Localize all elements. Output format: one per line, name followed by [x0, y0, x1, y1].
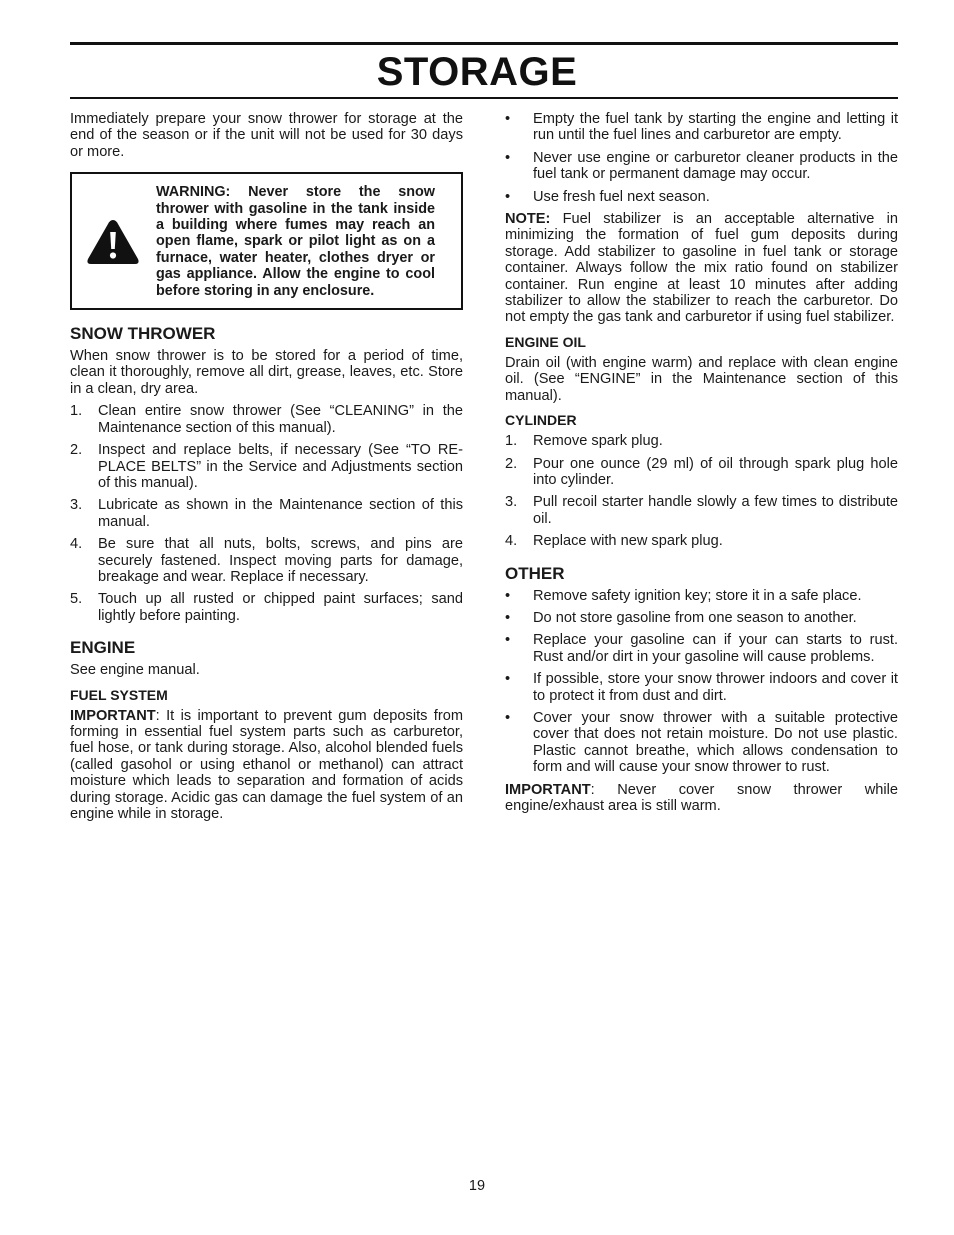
list-item	[70, 403, 463, 436]
list-item	[70, 536, 463, 585]
list-item	[505, 111, 898, 144]
title-rule-bottom	[70, 97, 898, 99]
step-number: 4.	[505, 533, 518, 550]
page-number: 19	[468, 1178, 486, 1194]
other-important-text: : Never cover snow thrower while engine/exhaust area is still warm.	[505, 781, 898, 814]
intro-paragraph: Immediately prepare your snow thrower for storage at the end of the season or if the unit will not be used for 30 days or more.	[70, 111, 463, 160]
list-item	[505, 494, 898, 527]
important-label: IMPORTANT	[505, 781, 591, 798]
title-rule-top	[70, 42, 898, 45]
right-column	[505, 111, 898, 820]
bullet-marker: •	[505, 632, 511, 649]
step-number: 5.	[70, 591, 83, 608]
warning-triangle-icon	[84, 217, 142, 267]
other-bullet-list	[505, 588, 898, 776]
bullet-text: Never use engine or carburetor cleaner products in the fuel tank or permanent damage may occur.	[533, 149, 898, 183]
warning-box	[70, 172, 463, 310]
cylinder-heading: CYLINDER	[505, 412, 577, 429]
step-number: 2.	[505, 455, 518, 472]
fuel-bullet-list	[505, 111, 898, 205]
bullet-text: Use fresh fuel next season.	[533, 188, 710, 205]
bullet-text: Cover your snow thrower with a suitable protective cover that does not retain moisture. Do not use plastic. Plastic cannot breathe, which allows condensation to form and will cause your snow thrower to rust.	[533, 709, 898, 776]
list-item	[70, 497, 463, 530]
list-item	[70, 591, 463, 624]
step-text: Inspect and replace belts, if necessary (See “TO RE-PLACE BELTS” in the Service and Adjustments section of this manual).	[98, 442, 463, 491]
list-item	[505, 533, 898, 549]
engine-heading: ENGINE	[70, 638, 136, 658]
list-item	[505, 710, 898, 776]
fuel-system-paragraph	[70, 708, 463, 823]
step-number: 4.	[70, 536, 83, 553]
list-item	[505, 189, 898, 205]
fuel-system-text: : It is important to prevent gum deposits from forming in essential fuel system parts such as carburetor, fuel hose, or tank during storage. Also, alcohol blended fuels (called gasohol or using ethanol or methanol) can attract moisture which leads to separation and formation of acids during storage. Acidic gas can damage the fuel system of an engine while in storage.	[70, 707, 463, 822]
step-number: 3.	[70, 497, 83, 514]
list-item	[505, 632, 898, 665]
snow-thrower-intro: When snow thrower is to be stored for a period of time, clean it thoroughly, remove all dirt, grease, leaves, etc. Store in a clean, dry area.	[70, 348, 463, 397]
step-text: Replace with new spark plug.	[533, 533, 723, 550]
step-text: Remove spark plug.	[533, 433, 663, 450]
bullet-marker: •	[505, 111, 511, 127]
step-number: 1.	[505, 433, 518, 450]
bullet-text: Replace your gasoline can if your can starts to rust. Rust and/or dirt in your gasoline will cause problems.	[533, 632, 898, 665]
step-text: Clean entire snow thrower (See “CLEANING” in the Maintenance section of this manual).	[98, 403, 463, 436]
fuel-system-heading: FUEL SYSTEM	[70, 686, 168, 703]
note-label: NOTE:	[505, 211, 551, 228]
step-number: 2.	[70, 442, 83, 459]
bullet-marker: •	[505, 709, 511, 726]
list-item	[505, 671, 898, 704]
important-label: IMPORTANT	[70, 707, 156, 724]
bullet-marker: •	[505, 149, 511, 166]
bullet-text: Empty the fuel tank by starting the engine and letting it run until the fuel lines and carburetor are empty.	[533, 111, 898, 144]
engine-text: See engine manual.	[70, 662, 200, 679]
page-title: STORAGE	[376, 50, 578, 94]
bullet-text: Remove safety ignition key; store it in a safe place.	[533, 587, 862, 604]
engine-oil-text: Drain oil (with engine warm) and replace with clean engine oil. (See “ENGINE” in the Maintenance section of this manual).	[505, 354, 898, 404]
step-text: Pull recoil starter handle slowly a few times to distribute oil.	[533, 494, 898, 527]
step-text: Lubricate as shown in the Maintenance section of this manual.	[98, 497, 463, 530]
list-item	[505, 588, 898, 604]
snow-thrower-heading: SNOW THROWER	[70, 324, 216, 344]
bullet-marker: •	[505, 587, 511, 604]
bullet-text: If possible, store your snow thrower indoors and cover it to protect it from dust and dirt.	[533, 671, 898, 704]
left-column	[70, 111, 463, 828]
list-item	[505, 610, 898, 626]
other-heading: OTHER	[505, 563, 565, 583]
step-number: 1.	[70, 403, 83, 420]
engine-oil-heading: ENGINE OIL	[505, 333, 586, 350]
step-text: Be sure that all nuts, bolts, screws, and pins are securely fastened. Inspect moving parts for damage, breakage and wear. Replace if necessary.	[98, 536, 463, 585]
bullet-text: Do not store gasoline from one season to another.	[533, 609, 857, 626]
list-item	[70, 442, 463, 491]
list-item	[505, 150, 898, 183]
other-important-paragraph	[505, 782, 898, 815]
bullet-marker: •	[505, 609, 511, 626]
warning-text: WARNING: Never store the snow thrower with gasoline in the tank inside a building where fumes may reach an open flame, spark or pilot light as on a furnace, water heater, clothes dryer or gas appliance. Allow the engine to cool before storing in any enclosure.	[156, 184, 435, 299]
step-text: Touch up all rusted or chipped paint surfaces; sand lightly before painting.	[98, 591, 463, 624]
snow-thrower-steps	[70, 403, 463, 624]
step-number: 3.	[505, 494, 518, 511]
cylinder-steps	[505, 433, 898, 549]
note-paragraph	[505, 211, 898, 326]
list-item	[505, 433, 898, 449]
step-text: Pour one ounce (29 ml) of oil through spark plug hole into cylinder.	[533, 455, 898, 488]
note-text: Fuel stabilizer is an acceptable alternative in minimizing the formation of fuel gum deposits during storage. Add stabilizer to gasoline in fuel tank or storage container. Always follow the mix ratio found on stabilizer container. Run engine at least 10 minutes after adding stabilizer to allow the stabilizer to reach the carburetor. Do not empty the gas tank and carburetor if using fuel stabilizer.	[505, 211, 898, 326]
bullet-marker: •	[505, 671, 511, 688]
bullet-marker: •	[505, 188, 511, 205]
list-item	[505, 456, 898, 489]
